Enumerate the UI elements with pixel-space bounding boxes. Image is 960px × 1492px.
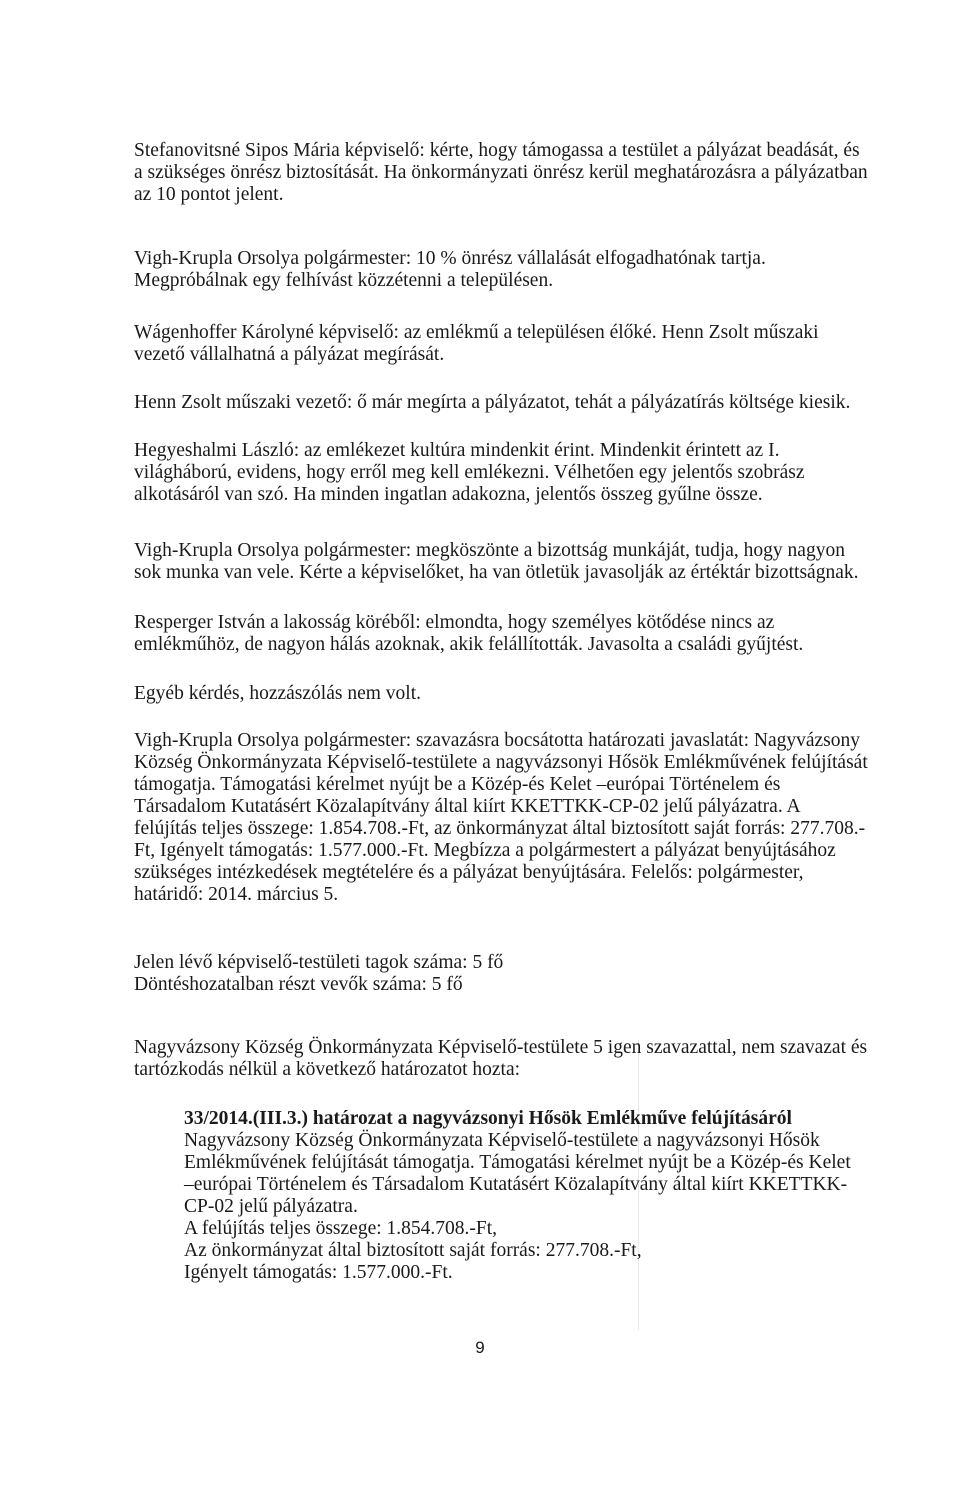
text-line: Jelen lévő képviselő-testületi tagok száma: 5 fő bbox=[134, 952, 504, 973]
text-line: Igényelt támogatás: 1.577.000.-Ft. bbox=[184, 1262, 453, 1283]
text-line: Resperger István a lakosság köréből: elmondta, hogy személyes kötődése nincs az bbox=[134, 612, 775, 633]
paragraph-vote-proposal bbox=[134, 730, 934, 906]
text-line: Vigh-Krupla Orsolya polgármester: 10 % önrész vállalását elfogadhatónak tartja. bbox=[134, 248, 766, 269]
text-line: Vigh-Krupla Orsolya polgármester: szavazásra bocsátotta határozati javaslatát: Nagyvázsony bbox=[134, 730, 861, 751]
text-line: Az önkormányzat által biztosított saját forrás: 277.708.-Ft, bbox=[184, 1240, 642, 1261]
text-line: Község Önkormányzata Képviselő-testülete a nagyvázsonyi Hősök Emlékművének felújítását bbox=[134, 752, 868, 773]
text-line: a szükséges önrész biztosítását. Ha önkormányzati önrész kerül meghatározásra a pályázatban bbox=[134, 162, 868, 183]
paragraph-henn bbox=[134, 392, 934, 414]
text-line: Megpróbálnak egy felhívást közzétenni a településen. bbox=[134, 270, 554, 291]
text-line: Emlékművének felújítását támogatja. Támogatási kérelmet nyújt be a Közép-és Kelet bbox=[184, 1152, 851, 1173]
text-line: Henn Zsolt műszaki vezető: ő már megírta a pályázatot, tehát a pályázatírás költsége kiesik. bbox=[134, 392, 851, 413]
text-line: világháború, evidens, hogy erről meg kell emlékezni. Vélhetően egy jelentős szobrász bbox=[134, 462, 805, 483]
paragraph-decision bbox=[134, 1037, 934, 1081]
text-line: emlékműhöz, de nagyon hálás azoknak, akik felállították. Javasolta a családi gyűjtést. bbox=[134, 634, 804, 655]
text-line: alkotásáról van szó. Ha minden ingatlan adakozna, jelentős összeg gyűlne össze. bbox=[134, 484, 763, 505]
paragraph-wagenhoffer bbox=[134, 322, 934, 366]
paragraph-attendance bbox=[134, 952, 934, 996]
text-line: Vigh-Krupla Orsolya polgármester: megköszönte a bizottság munkáját, tudja, hogy nagyon bbox=[134, 540, 845, 561]
text-line: sok munka van vele. Kérte a képviselőket, ha van ötletük javasolják az értéktár bizottságnak. bbox=[134, 562, 859, 583]
text-line: Nagyvázsony Község Önkormányzata Képviselő-testülete 5 igen szavazattal, nem szavazat és bbox=[134, 1037, 868, 1058]
page-number: 9 bbox=[475, 1338, 485, 1357]
text-line: Egyéb kérdés, hozzászólás nem volt. bbox=[134, 683, 421, 704]
paragraph-vigh-krupla-2 bbox=[134, 540, 934, 584]
text-line: szükséges intézkedések megtételére és a pályázat benyújtására. Felelős: polgármester, bbox=[134, 862, 804, 883]
paragraph-vigh-krupla-1 bbox=[134, 248, 934, 292]
text-line: Wágenhoffer Károlyné képviselő: az emlékmű a településen élőké. Henn Zsolt műszaki bbox=[134, 322, 819, 343]
text-line: Társadalom Kutatásért Közalapítvány által kiírt KKETTKK-CP-02 jelű pályázatra. A bbox=[134, 796, 801, 817]
paragraph-other-questions bbox=[134, 683, 934, 705]
text-line: határidő: 2014. március 5. bbox=[134, 884, 339, 905]
text-line: Hegyeshalmi László: az emlékezet kultúra mindenkit érint. Mindenkit érintett az I. bbox=[134, 440, 780, 461]
text-line: Nagyvázsony Község Önkormányzata Képviselő-testülete a nagyvázsonyi Hősök bbox=[184, 1130, 820, 1151]
text-line: támogatja. Támogatási kérelmet nyújt be a Közép-és Kelet –európai Történelem és bbox=[134, 774, 781, 795]
resolution-title: 33/2014.(III.3.) határozat a nagyvázsonyi Hősök Emlékműve felújításáról bbox=[184, 1108, 792, 1129]
text-line: Ft, Igényelt támogatás: 1.577.000.-Ft. Megbízza a polgármestert a pályázat benyújtásához bbox=[134, 840, 836, 861]
text-line: Döntéshozatalban részt vevők száma: 5 fő bbox=[134, 974, 463, 995]
text-line: Stefanovitsné Sipos Mária képviselő: kérte, hogy támogassa a testület a pályázat beadását, és bbox=[134, 140, 860, 161]
text-line: vezető vállalhatná a pályázat megírását. bbox=[134, 344, 445, 365]
resolution-block bbox=[184, 1108, 934, 1284]
paragraph-hegyeshalmi bbox=[134, 440, 934, 506]
text-line: felújítás teljes összege: 1.854.708.-Ft, az önkormányzat által biztosított saját forrás: 277.708.- bbox=[134, 818, 866, 839]
paragraph-stefanovitsne bbox=[134, 140, 934, 206]
text-line: tartózkodás nélkül a következő határozatot hozta: bbox=[134, 1059, 521, 1080]
text-line: az 10 pontot jelent. bbox=[134, 184, 284, 205]
text-line: CP-02 jelű pályázatra. bbox=[184, 1196, 358, 1217]
text-line: –európai Történelem és Társadalom Kutatásért Közalapítvány által kiírt KKETTKK- bbox=[184, 1174, 848, 1195]
text-line: A felújítás teljes összege: 1.854.708.-Ft, bbox=[184, 1218, 498, 1239]
paragraph-resperger bbox=[134, 612, 934, 656]
